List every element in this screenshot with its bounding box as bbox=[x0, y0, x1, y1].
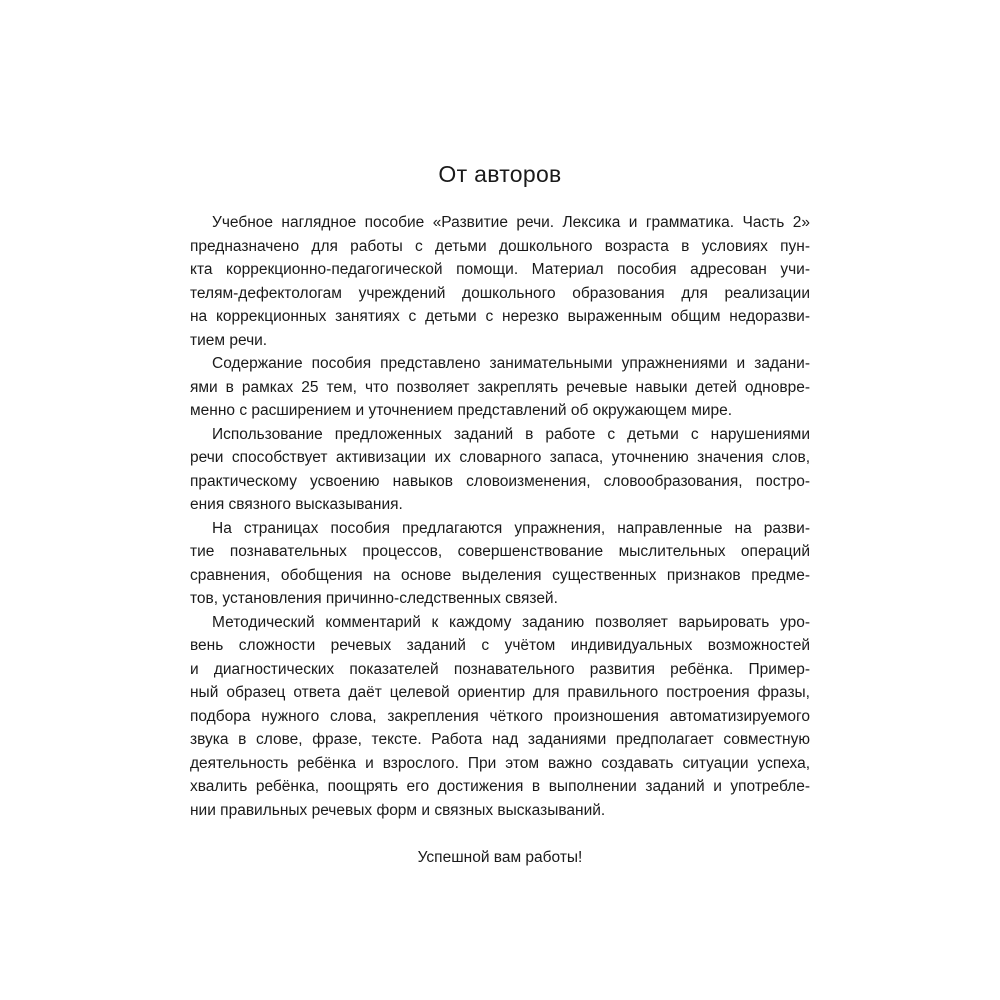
paragraph-line: речи способствует активизации их словарного запаса, уточнению значения слов, bbox=[190, 449, 810, 466]
paragraph-line: вень сложности речевых заданий с учётом индивидуальных возможностей bbox=[190, 637, 810, 654]
paragraph-line: менно с расширением и уточнением представлений об окружающем мире. bbox=[190, 402, 733, 419]
paragraph-line: тов, установления причинно-следственных связей. bbox=[190, 590, 558, 607]
paragraph-line: и диагностических показателей познавательного развития ребёнка. Пример- bbox=[190, 660, 810, 678]
paragraph-line: звука в слове, фразе, тексте. Работа над заданиями предполагает совместную bbox=[190, 731, 810, 748]
paragraph-line: ения связного высказывания. bbox=[190, 496, 403, 513]
paragraph-line: нии правильных речевых форм и связных высказываний. bbox=[190, 801, 606, 819]
paragraph-line: Использование предложенных заданий в работе с детьми с нарушениями bbox=[212, 425, 810, 443]
paragraph-line: телям-дефектологам учреждений дошкольного образования для реализации bbox=[190, 284, 810, 302]
paragraph-line: деятельность ребёнка и взрослого. При этом важно создавать ситуации успеха, bbox=[190, 754, 810, 772]
paragraph bbox=[190, 611, 810, 823]
paragraph bbox=[190, 352, 810, 423]
paragraph-line: На страницах пособия предлагаются упражнения, направленные на разви- bbox=[212, 519, 810, 537]
document-page bbox=[190, 150, 810, 869]
closing-line: Успешной вам работы! bbox=[417, 849, 583, 866]
paragraph-line: ный образец ответа даёт целевой ориентир для правильного построения фразы, bbox=[190, 684, 810, 701]
paragraph-line: хвалить ребёнка, поощрять его достижения в выполнении заданий и употребле- bbox=[190, 778, 810, 795]
paragraph-line: Содержание пособия представлено занимательными упражнениями и задани- bbox=[212, 355, 810, 372]
paragraph-line: тием речи. bbox=[190, 331, 268, 349]
paragraph-line: сравнения, обобщения на основе выделения существенных признаков предме- bbox=[190, 566, 810, 584]
paragraph-line: тие познавательных процессов, совершенствование мыслительных операций bbox=[190, 543, 810, 560]
paragraph-line: подбора нужного слова, закрепления чёткого произношения автоматизируемого bbox=[190, 707, 810, 725]
paragraph-line: ями в рамках 25 тем, что позволяет закреплять речевые навыки детей одновре- bbox=[190, 378, 810, 396]
paragraph-line: Учебное наглядное пособие «Развитие речи. Лексика и грамматика. Часть 2» bbox=[212, 214, 810, 231]
paragraph-line: Методический комментарий к каждому заданию позволяет варьировать уро- bbox=[212, 613, 810, 631]
paragraph-line: кта коррекционно-педагогической помощи. Материал пособия адресован учи- bbox=[190, 261, 810, 278]
page-title: От авторов bbox=[438, 161, 562, 187]
paragraph bbox=[190, 423, 810, 517]
paragraph-line: на коррекционных занятиях с детьми с нерезко выраженным общим недоразви- bbox=[190, 308, 810, 325]
body-text bbox=[190, 211, 810, 822]
paragraph bbox=[190, 517, 810, 611]
paragraph bbox=[190, 211, 810, 352]
paragraph-line: практическому усвоению навыков словоизменения, словообразования, постро- bbox=[190, 472, 810, 490]
paragraph-line: предназначено для работы с детьми дошкольного возраста в условиях пун- bbox=[190, 237, 810, 255]
